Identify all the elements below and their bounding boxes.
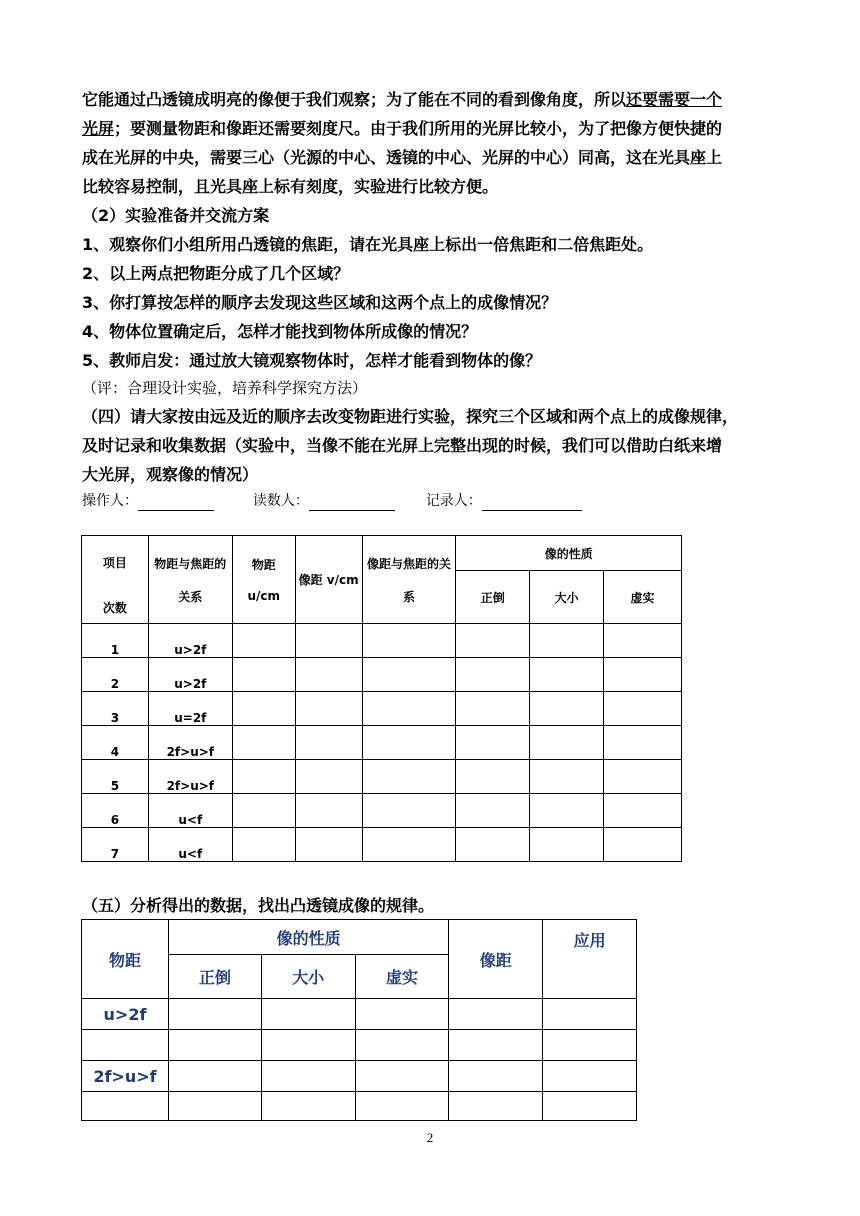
row-relation: u<f xyxy=(148,828,232,862)
data-cell[interactable] xyxy=(604,726,682,760)
data-cell[interactable] xyxy=(530,726,604,760)
table-row xyxy=(82,794,682,828)
header-real-virtual: 虚实 xyxy=(355,955,449,999)
data-cell[interactable] xyxy=(355,999,449,1030)
data-cell[interactable] xyxy=(604,624,682,658)
table-row xyxy=(82,1061,637,1092)
header-item-count xyxy=(82,536,149,624)
data-cell[interactable] xyxy=(355,1092,449,1121)
text-span: 它能通过凸透镜成明亮的像便于我们观察；为了能在不同的看到像角度，所以 xyxy=(82,90,627,109)
table-row xyxy=(82,828,682,862)
page-number: 2 xyxy=(426,1130,434,1145)
underlined-text: 还要需要一个 xyxy=(626,90,723,109)
question-2: 2、以上两点把物距分成了几个区域？ xyxy=(82,264,350,283)
table-row xyxy=(82,658,682,692)
recorder-blank[interactable] xyxy=(482,494,582,511)
header-image-distance: 像距 v/cm xyxy=(295,536,362,624)
data-cell[interactable] xyxy=(82,1030,169,1061)
data-cell[interactable] xyxy=(261,1061,355,1092)
header-text: u/cm xyxy=(247,589,280,603)
row-number: 6 xyxy=(82,794,149,828)
data-cell[interactable] xyxy=(604,658,682,692)
row-relation: u>2f xyxy=(148,624,232,658)
data-cell[interactable] xyxy=(530,624,604,658)
header-real-virtual: 虚实 xyxy=(604,571,682,624)
header-count: 次数 xyxy=(102,601,127,615)
data-cell[interactable] xyxy=(168,999,261,1030)
data-cell[interactable] xyxy=(449,1092,543,1121)
data-cell[interactable] xyxy=(295,658,362,692)
data-cell[interactable] xyxy=(543,1030,637,1061)
data-cell[interactable] xyxy=(530,658,604,692)
table-row xyxy=(82,624,682,658)
header-object-focal-relation xyxy=(148,536,232,624)
data-cell[interactable] xyxy=(604,794,682,828)
data-cell[interactable] xyxy=(456,692,530,726)
question-4: 4、物体位置确定后，怎样才能找到物体所成像的情况？ xyxy=(82,322,478,341)
data-cell[interactable] xyxy=(295,828,362,862)
header-size: 大小 xyxy=(261,955,355,999)
table-row xyxy=(82,1092,637,1121)
table-row xyxy=(82,1030,637,1061)
data-cell[interactable] xyxy=(543,1061,637,1092)
data-cell[interactable] xyxy=(362,760,456,794)
data-cell[interactable] xyxy=(543,1092,637,1121)
data-cell[interactable] xyxy=(530,828,604,862)
question-5: 5、教师启发：通过放大镜观察物体时，怎样才能看到物体的像？ xyxy=(82,351,542,370)
table-row xyxy=(82,760,682,794)
data-cell[interactable] xyxy=(362,794,456,828)
row-relation: 2f>u>f xyxy=(148,760,232,794)
operator-blank[interactable] xyxy=(138,494,214,511)
data-cell[interactable] xyxy=(355,1061,449,1092)
data-cell[interactable] xyxy=(232,726,295,760)
header-text: 物距与焦距的 xyxy=(154,556,227,571)
data-cell[interactable] xyxy=(530,692,604,726)
header-object-distance: 物距 xyxy=(82,920,169,999)
data-cell[interactable] xyxy=(604,760,682,794)
data-cell[interactable] xyxy=(456,760,530,794)
data-cell[interactable] xyxy=(295,624,362,658)
header-text: 像距与焦距的关 xyxy=(366,556,451,571)
row-condition: u>2f xyxy=(82,999,169,1030)
data-cell[interactable] xyxy=(232,794,295,828)
reader-label: 读数人： xyxy=(252,493,309,509)
row-number: 5 xyxy=(82,760,149,794)
row-number: 4 xyxy=(82,726,149,760)
header-application: 应用 xyxy=(543,920,637,999)
roles-line xyxy=(82,491,782,511)
paragraph-line-4: 比较容易控制，且光具座上标有刻度，实验进行比较方便。 xyxy=(82,177,499,196)
header-image-nature: 像的性质 xyxy=(456,536,682,571)
row-number: 7 xyxy=(82,828,149,862)
data-cell[interactable] xyxy=(530,760,604,794)
row-relation: u<f xyxy=(148,794,232,828)
data-cell[interactable] xyxy=(232,760,295,794)
paragraph-line-1 xyxy=(82,90,782,110)
section4-line-3: 大光屏，观察像的情况） xyxy=(82,465,259,484)
data-cell[interactable] xyxy=(82,1092,169,1121)
row-number: 3 xyxy=(82,692,149,726)
section4-line-2: 及时记录和收集数据（实验中，当像不能在光屏上完整出现的时候，我们可以借助白纸来增 xyxy=(82,436,723,455)
data-cell[interactable] xyxy=(456,794,530,828)
data-cell[interactable] xyxy=(232,624,295,658)
data-cell[interactable] xyxy=(295,794,362,828)
header-orientation: 正倒 xyxy=(456,571,530,624)
table-row xyxy=(82,726,682,760)
table-row xyxy=(82,999,637,1030)
section5-heading: （五）分析得出的数据，找出凸透镜成像的规律。 xyxy=(82,896,435,915)
row-relation: u=2f xyxy=(148,692,232,726)
data-cell[interactable] xyxy=(456,624,530,658)
row-number: 1 xyxy=(82,624,149,658)
section4-line-1: （四）请大家按由远及近的顺序去改变物距进行实验，探究三个区域和两个点上的成像规律， xyxy=(82,407,739,426)
data-cell[interactable] xyxy=(168,1092,261,1121)
data-cell[interactable] xyxy=(261,1092,355,1121)
data-cell[interactable] xyxy=(168,1061,261,1092)
header-text: 关系 xyxy=(178,589,203,604)
data-cell[interactable] xyxy=(362,692,456,726)
data-cell[interactable] xyxy=(449,1030,543,1061)
header-text: 系 xyxy=(402,589,415,604)
data-cell[interactable] xyxy=(362,658,456,692)
header-orientation: 正倒 xyxy=(168,955,261,999)
data-cell[interactable] xyxy=(362,726,456,760)
data-cell[interactable] xyxy=(295,760,362,794)
data-cell[interactable] xyxy=(232,692,295,726)
data-cell[interactable] xyxy=(604,692,682,726)
imaging-rules-table xyxy=(81,919,637,1121)
data-cell[interactable] xyxy=(449,999,543,1030)
paragraph-line-3: 成在光屏的中央，需要三心（光源的中心、透镜的中心、光屏的中心）同高，这在光具座上 xyxy=(82,148,723,167)
experiment-data-table xyxy=(81,535,682,862)
data-cell[interactable] xyxy=(530,794,604,828)
header-image-focal-relation xyxy=(362,536,456,624)
header-size: 大小 xyxy=(530,571,604,624)
header-image-distance: 像距 xyxy=(449,920,543,999)
text-span: ；要测量物距和像距还需要刻度尺。由于我们所用的光屏比较小，为了把像方便快捷的 xyxy=(114,119,723,138)
data-cell[interactable] xyxy=(604,828,682,862)
data-cell[interactable] xyxy=(261,999,355,1030)
data-cell[interactable] xyxy=(456,828,530,862)
header-item: 项目 xyxy=(102,556,127,570)
row-relation: 2f>u>f xyxy=(148,726,232,760)
teacher-comment: （评：合理设计实验，培养科学探究方法） xyxy=(82,379,368,397)
data-cell[interactable] xyxy=(362,624,456,658)
data-cell[interactable] xyxy=(362,828,456,862)
question-3: 3、你打算按怎样的顺序去发现这些区域和这两个点上的成像情况？ xyxy=(82,293,558,312)
row-relation: u>2f xyxy=(148,658,232,692)
data-cell[interactable] xyxy=(295,692,362,726)
data-cell[interactable] xyxy=(543,999,637,1030)
data-cell[interactable] xyxy=(456,726,530,760)
reader-blank[interactable] xyxy=(309,494,395,511)
table-row xyxy=(82,692,682,726)
data-cell[interactable] xyxy=(232,658,295,692)
data-cell[interactable] xyxy=(355,1030,449,1061)
header-image-nature: 像的性质 xyxy=(168,920,448,955)
underlined-text: 光屏 xyxy=(82,119,115,138)
header-object-distance xyxy=(232,536,295,624)
data-cell[interactable] xyxy=(232,828,295,862)
section2-heading: （2）实验准备并交流方案 xyxy=(82,206,270,225)
row-condition: 2f>u>f xyxy=(82,1061,169,1092)
paragraph-line-2 xyxy=(82,119,782,139)
header-text: 物距 xyxy=(251,558,276,572)
operator-label: 操作人： xyxy=(82,493,138,509)
data-cell[interactable] xyxy=(449,1061,543,1092)
data-cell[interactable] xyxy=(261,1030,355,1061)
recorder-label: 记录人： xyxy=(425,493,482,509)
question-1: 1、观察你们小组所用凸透镜的焦距，请在光具座上标出一倍焦距和二倍焦距处。 xyxy=(82,235,654,254)
data-cell[interactable] xyxy=(456,658,530,692)
data-cell[interactable] xyxy=(295,726,362,760)
row-number: 2 xyxy=(82,658,149,692)
data-cell[interactable] xyxy=(168,1030,261,1061)
